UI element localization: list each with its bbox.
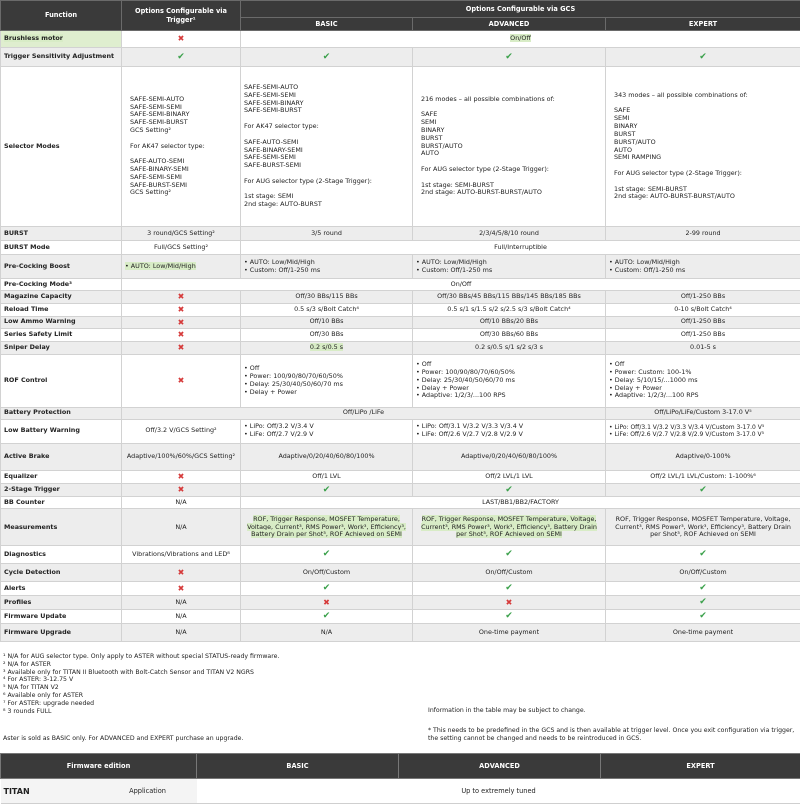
row-label: Selector Modes <box>1 67 122 227</box>
table-row <box>1 624 800 642</box>
basic-cell: Off/30 BBs <box>241 329 413 342</box>
application-label: Application <box>99 779 197 804</box>
table-row <box>1 227 800 241</box>
check-icon: ✔ <box>413 582 606 596</box>
table-row <box>1 279 800 291</box>
cross-icon: ✖ <box>122 316 241 329</box>
row-label: BB Counter <box>1 497 122 509</box>
function-header: Function <box>1 1 122 31</box>
cross-icon: ✖ <box>413 596 606 610</box>
table-row <box>1 329 800 342</box>
row-label: BURST <box>1 227 122 241</box>
expert-cell: Off/2 LVL/1 LVL/Custom: 1-100%⁶ <box>606 470 800 483</box>
basic-cell: On/Off/Custom <box>241 564 413 582</box>
table-row <box>1 546 800 564</box>
trigger-cell: Full/GCS Setting² <box>122 241 241 255</box>
advanced-header: ADVANCED <box>413 18 606 31</box>
row-label: Equalizer <box>1 470 122 483</box>
basic-cell: SAFE-SEMI-AUTO SAFE-SEMI-SEMI SAFE-SEMI-BINARY SAFE-SEMI-BURST For AK47 selector type: SAFE-AUTO-SEMI SAFE-BINARY-SEMI SAFE-SEMI-SEMI SAFE-BURST-SEMI For AUG selector type (2-Stage Trigger): 1st stage: SEMI 2nd stage: AUTO-BURST <box>241 67 413 227</box>
trigger-cell: SAFE-SEMI-AUTO SAFE-SEMI-SEMI SAFE-SEMI-BINARY SAFE-SEMI-BURST GCS Setting² For AK47 selector type: SAFE-AUTO-SEMI SAFE-BINARY-SEMI SAFE-SEMI-SEMI SAFE-BURST-SEMI GCS Setting² <box>122 67 241 227</box>
check-icon: ✔ <box>241 483 413 497</box>
row-label: Low Battery Warning <box>1 419 122 443</box>
span-cell: On/Off <box>122 279 800 291</box>
check-icon: ✔ <box>606 48 800 67</box>
row-label: Profiles <box>1 596 122 610</box>
advanced-cell: Off/30 BBs/45 BBs/115 BBs/145 BBs/185 BBs <box>413 291 606 304</box>
row-label: Pre-Cocking Mode³ <box>1 279 122 291</box>
table-row <box>1 483 800 497</box>
row-label: Battery Protection <box>1 407 122 419</box>
cross-icon: ✖ <box>122 582 241 596</box>
cross-icon: ✖ <box>122 342 241 355</box>
advanced-cell: 2/3/4/5/8/10 round <box>413 227 606 241</box>
check-icon: ✔ <box>241 610 413 624</box>
row-label: Reload Time <box>1 303 122 316</box>
check-icon: ✔ <box>122 48 241 67</box>
advanced-cell: 0.2 s/0.5 s/1 s/2 s/3 s <box>413 342 606 355</box>
fw-basic-header: BASIC <box>197 754 399 779</box>
expert-cell: Off/1-250 BBs <box>606 291 800 304</box>
gcs-cell: On/Off <box>241 31 800 48</box>
basic-cell: 0.5 s/3 s/Bolt Catch⁴ <box>241 303 413 316</box>
row-label: Brushless motor <box>1 31 122 48</box>
basic-cell: Adaptive/0/20/40/60/80/100% <box>241 443 413 470</box>
trigger-cell: N/A <box>122 610 241 624</box>
row-label: Magazine Capacity <box>1 291 122 304</box>
row-label: BURST Mode <box>1 241 122 255</box>
cross-icon: ✖ <box>122 329 241 342</box>
check-icon: ✔ <box>413 48 606 67</box>
cross-icon: ✖ <box>122 31 241 48</box>
row-label: Low Ammo Warning <box>1 316 122 329</box>
basic-cell: ROF, Trigger Response, MOSFET Temperature, Voltage, Current³, RMS Power³, Work³, Efficiency³, Battery Drain per Shot³, ROF Achieved on SEMI <box>241 509 413 546</box>
row-label: Alerts <box>1 582 122 596</box>
cross-icon: ✖ <box>122 303 241 316</box>
advanced-cell: Off/2 LVL/1 LVL <box>413 470 606 483</box>
cross-icon: ✖ <box>122 483 241 497</box>
fw-advanced-header: ADVANCED <box>399 754 601 779</box>
table-row <box>1 596 800 610</box>
advanced-cell: ROF, Trigger Response, MOSFET Temperature, Voltage, Current³, RMS Power³, Work³, Efficiency³, Battery Drain per Shot³, ROF Achieved on SEMI <box>413 509 606 546</box>
gcs-cell: LAST/BB1/BB2/FACTORY <box>241 497 800 509</box>
fw-expert-header: EXPERT <box>601 754 800 779</box>
check-icon: ✔ <box>606 596 800 610</box>
table-row <box>1 241 800 255</box>
expert-cell: On/Off/Custom <box>606 564 800 582</box>
product-name: TITAN <box>1 779 99 804</box>
basic-cell: Off/1 LVL <box>241 470 413 483</box>
expert-cell: • Off • Power: Custom: 100-1% • Delay: 5/10/15/...1000 ms • Delay + Power • Adaptive: 1/2/3/...100 RPS <box>606 354 800 407</box>
expert-cell: • AUTO: Low/Mid/High • Custom: Off/1-250 ms <box>606 255 800 279</box>
basic-header: BASIC <box>241 18 413 31</box>
advanced-cell: • AUTO: Low/Mid/High • Custom: Off/1-250 ms <box>413 255 606 279</box>
row-label: Firmware Upgrade <box>1 624 122 642</box>
trigger-cell: • AUTO: Low/Mid/High <box>122 255 241 279</box>
cross-icon: ✖ <box>122 564 241 582</box>
table-row <box>1 419 800 443</box>
expert-cell: 0.01-5 s <box>606 342 800 355</box>
table-row <box>1 31 800 48</box>
table-row <box>1 303 800 316</box>
expert-header: EXPERT <box>606 18 800 31</box>
expert-cell: 0-10 s/Bolt Catch⁴ <box>606 303 800 316</box>
table-row <box>1 443 800 470</box>
expert-cell: Off/LiPo/LiFe/Custom 3-17.0 V⁵ <box>606 407 800 419</box>
check-icon: ✔ <box>241 546 413 564</box>
gcs-header: Options Configurable via GCS <box>241 1 800 18</box>
expert-cell: • LiPo: Off/3.1 V/3.2 V/3.3 V/3.4 V/Custom 3-17.0 V⁵ • LiFe: Off/2.6 V/2.7 V/2.8 V/2.9 V/Custom 3-17.0 V⁵ <box>606 419 800 443</box>
subject-to-change-note: Information in the table may be subject to change. <box>428 707 586 714</box>
table-row <box>1 354 800 407</box>
expert-cell: One-time payment <box>606 624 800 642</box>
table-row <box>1 255 800 279</box>
expert-cell: Adaptive/0-100% <box>606 443 800 470</box>
basic-cell: Off/10 BBs <box>241 316 413 329</box>
row-label: Cycle Detection <box>1 564 122 582</box>
check-icon: ✔ <box>606 483 800 497</box>
table-row <box>1 497 800 509</box>
trigger-cell: N/A <box>122 596 241 610</box>
check-icon: ✔ <box>413 483 606 497</box>
basic-cell: 0.2 s/0.5 s <box>241 342 413 355</box>
trigger-cell: N/A <box>122 509 241 546</box>
row-label: Series Safety Limit <box>1 329 122 342</box>
advanced-cell: Adaptive/0/20/40/60/80/100% <box>413 443 606 470</box>
advanced-cell: 0.5 s/1 s/1.5 s/2 s/2.5 s/3 s/Bolt Catch⁴ <box>413 303 606 316</box>
check-icon: ✔ <box>606 610 800 624</box>
row-label: ROF Control <box>1 354 122 407</box>
table-row <box>1 582 800 596</box>
cross-icon: ✖ <box>122 354 241 407</box>
advanced-cell: • LiPo: Off/3.1 V/3.2 V/3.3 V/3.4 V • LiFe: Off/2.6 V/2.7 V/2.8 V/2.9 V <box>413 419 606 443</box>
advanced-cell: Off/10 BBs/20 BBs <box>413 316 606 329</box>
table-row <box>1 291 800 304</box>
table-row <box>1 470 800 483</box>
cross-icon: ✖ <box>122 470 241 483</box>
basic-cell: • Off • Power: 100/90/80/70/60/50% • Delay: 25/30/40/50/60/70 ms • Delay + Power <box>241 354 413 407</box>
basic-cell: N/A <box>241 624 413 642</box>
advanced-cell: 216 modes – all possible combinations of: SAFE SEMI BINARY BURST BURST/AUTO AUTO For AUG selector type (2-Stage Trigger): 1st stage: SEMI-BURST 2nd stage: AUTO-BURST-BURST/AUTO <box>413 67 606 227</box>
table-row <box>1 564 800 582</box>
table-row <box>1 407 800 419</box>
table-row <box>1 610 800 624</box>
footnotes: ¹ N/A for AUG selector type. Only apply to ASTER without special STATUS-ready firmware. ² N/A for ASTER ³ Available only for TITAN II Bluetooth with Bolt-Catch Sensor and TITAN V2 NGRS ⁴ For ASTER: 3-12.75 V ⁵ N/A for TITAN V2 ⁶ Available only for ASTER ⁷ For ASTER: upgrade needed ⁸ 3 rounds FULL <box>3 653 279 716</box>
row-label: Measurements <box>1 509 122 546</box>
expert-cell: 2-99 round <box>606 227 800 241</box>
trigger-header: Options Configurable via Trigger¹ <box>122 1 241 31</box>
aster-note: Aster is sold as BASIC only. For ADVANCED and EXPERT purchase an upgrade. <box>3 735 243 742</box>
table-row <box>1 509 800 546</box>
table-row <box>1 48 800 67</box>
check-icon: ✔ <box>606 546 800 564</box>
table-row <box>1 67 800 227</box>
advanced-cell: Off/30 BBs/60 BBs <box>413 329 606 342</box>
table-row <box>1 342 800 355</box>
basic-cell: • LiPo: Off/3.2 V/3.4 V • LiFe: Off/2.7 V/2.9 V <box>241 419 413 443</box>
row-label: Firmware Update <box>1 610 122 624</box>
check-icon: ✔ <box>606 582 800 596</box>
trigger-cell: N/A <box>122 497 241 509</box>
expert-cell: Off/1-250 BBs <box>606 316 800 329</box>
row-label: Diagnostics <box>1 546 122 564</box>
trigger-cell: N/A <box>122 624 241 642</box>
firmware-edition-header: Firmware edition <box>1 754 197 779</box>
firmware-edition-table <box>0 753 800 804</box>
advanced-cell: • Off • Power: 100/90/80/70/60/50% • Delay: 25/30/40/50/60/70 ms • Delay + Power • Adaptive: 1/2/3/...100 RPS <box>413 354 606 407</box>
expert-cell: ROF, Trigger Response, MOSFET Temperature, Voltage, Current³, RMS Power³, Work³, Efficiency³, Battery Drain per Shot³, ROF Achieved on SEMI <box>606 509 800 546</box>
row-label: Pre-Cocking Boost <box>1 255 122 279</box>
span-cell: Off/LiPo /LiFe <box>122 407 606 419</box>
trigger-cell: Off/3.2 V/GCS Setting² <box>122 419 241 443</box>
footnotes-section <box>0 653 800 753</box>
table-row <box>1 316 800 329</box>
basic-cell: Off/30 BBs/115 BBs <box>241 291 413 304</box>
row-label: Sniper Delay <box>1 342 122 355</box>
check-icon: ✔ <box>413 610 606 624</box>
check-icon: ✔ <box>241 48 413 67</box>
trigger-cell: 3 round/GCS Setting² <box>122 227 241 241</box>
predefined-note: * This needs to be predefined in the GCS and is then available at trigger level. Once you exit configuration via trigger, the setting cannot be changed and needs to be reintroduced in GCS. <box>428 727 798 743</box>
expert-cell: 343 modes – all possible combinations of: SAFE SEMI BINARY BURST BURST/AUTO AUTO SEMI RAMPING For AUG selector type (2-Stage Trigger): 1st stage: SEMI-BURST 2nd stage: AUTO-BURST-BURST/AUTO <box>606 67 800 227</box>
basic-cell: 3/5 round <box>241 227 413 241</box>
trigger-cell: Vibrations/Vibrations and LED⁸ <box>122 546 241 564</box>
cross-icon: ✖ <box>122 291 241 304</box>
application-value: Up to extremely tuned <box>197 779 800 804</box>
check-icon: ✔ <box>413 546 606 564</box>
row-label: Trigger Sensitivity Adjustment <box>1 48 122 67</box>
expert-cell: Off/1-250 BBs <box>606 329 800 342</box>
cross-icon: ✖ <box>241 596 413 610</box>
trigger-cell: Adaptive/100%/60%/GCS Setting² <box>122 443 241 470</box>
advanced-cell: On/Off/Custom <box>413 564 606 582</box>
basic-cell: • AUTO: Low/Mid/High • Custom: Off/1-250 ms <box>241 255 413 279</box>
check-icon: ✔ <box>241 582 413 596</box>
row-label: Active Brake <box>1 443 122 470</box>
row-label: 2-Stage Trigger <box>1 483 122 497</box>
gcs-cell: Full/Interruptible <box>241 241 800 255</box>
advanced-cell: One-time payment <box>413 624 606 642</box>
